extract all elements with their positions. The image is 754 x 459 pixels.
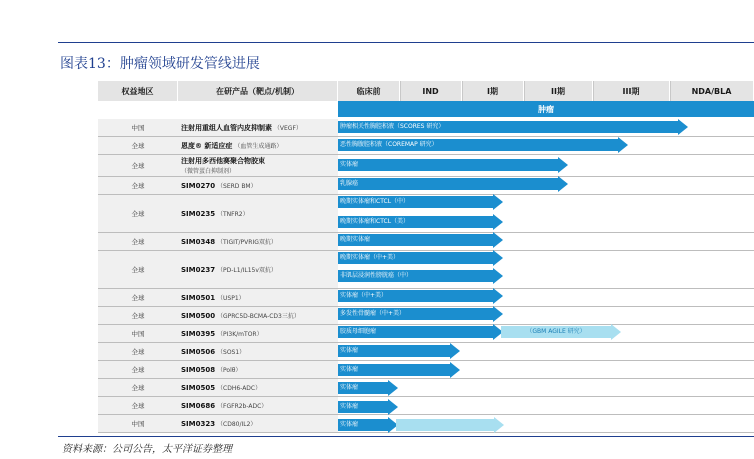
row-product xyxy=(178,233,338,250)
pipeline-row xyxy=(98,137,338,154)
product-line xyxy=(181,237,338,246)
arrow-head xyxy=(611,324,621,340)
product-line xyxy=(181,123,338,133)
arrow-head xyxy=(388,399,398,415)
header-preclinical: 临床前 xyxy=(338,81,399,101)
row-region: 全球 xyxy=(131,266,145,274)
arrow-head xyxy=(450,343,460,359)
arrow-label: 实体瘤 xyxy=(340,403,359,410)
row-region: 中国 xyxy=(131,330,145,338)
row-product xyxy=(178,195,338,232)
column-divider xyxy=(524,81,525,101)
row-region: 全球 xyxy=(131,348,145,356)
pipeline-row xyxy=(98,415,338,432)
stage-arrow xyxy=(338,326,503,338)
product-name-text: SIM0235 xyxy=(181,210,216,218)
arrow-label: 实体瘤 xyxy=(340,161,359,168)
arrow-label: 实体瘤 xyxy=(340,366,359,373)
row-product xyxy=(178,307,338,324)
figure-title: 图表13：肿瘤领域研发管线进展 xyxy=(60,56,260,72)
stage-arrow xyxy=(338,252,503,264)
arrow-body xyxy=(338,159,558,171)
row-region: 全球 xyxy=(131,142,145,150)
header-product: 在研产品（靶点/机制） xyxy=(178,81,337,101)
row-region: 中国 xyxy=(131,420,145,428)
stage-arrow xyxy=(338,234,503,246)
column-divider xyxy=(593,81,594,101)
row-product xyxy=(178,155,338,176)
arrow-label: 晚期实体瘤和CTCL（中） xyxy=(340,198,410,205)
product-target: （PI3K/mTOR） xyxy=(215,331,263,338)
pipeline-row xyxy=(98,379,338,396)
arrow-head xyxy=(558,157,568,173)
pipeline-row xyxy=(98,155,338,176)
arrow-head xyxy=(450,362,460,378)
product-target: （SERD BM） xyxy=(215,183,257,190)
oncology-band: 肿瘤 xyxy=(338,101,754,117)
product-target: （FGFR2b-ADC） xyxy=(215,403,268,410)
stage-arrow xyxy=(338,196,503,208)
product-name-text: SIM0506 xyxy=(181,348,216,356)
pipeline-row xyxy=(98,307,338,324)
product-name-text: SIM0501 xyxy=(181,294,216,302)
product-target: （CD80/IL2） xyxy=(215,421,257,428)
row-product xyxy=(178,361,338,378)
stage-arrow xyxy=(338,364,460,376)
pipeline-row xyxy=(98,195,338,232)
arrow-label: 晚期实体瘤 xyxy=(340,236,371,243)
row-region: 全球 xyxy=(131,210,145,218)
arrow-head xyxy=(388,380,398,396)
pipeline-row xyxy=(98,397,338,414)
row-product xyxy=(178,177,338,194)
stage-arrow xyxy=(338,270,503,282)
product-name-text: SIM0500 xyxy=(181,312,216,320)
product-target: （VEGF） xyxy=(272,124,302,132)
header-region: 权益地区 xyxy=(98,81,177,101)
product-target: （TNFR2） xyxy=(215,211,249,218)
row-product xyxy=(178,251,338,288)
arrow-label: 晚期实体瘤（中+美） xyxy=(340,254,400,261)
arrow-label: 肿瘤相关性胸腔积液（SCORES 研究） xyxy=(340,123,445,130)
arrow-head xyxy=(618,137,628,153)
top-rule xyxy=(58,42,754,43)
header-phase1: I期 xyxy=(462,81,523,101)
source-note: 资料来源：公司公告，太平洋证券整理 xyxy=(62,444,232,455)
arrow-head xyxy=(494,417,504,433)
product-target: （CDH6-ADC） xyxy=(215,385,262,392)
row-product xyxy=(178,325,338,342)
row-region: 全球 xyxy=(131,294,145,302)
arrow-label: 晚期实体瘤和CTCL（美） xyxy=(340,218,410,225)
product-line xyxy=(181,209,338,218)
product-line xyxy=(181,401,338,410)
stage-arrow xyxy=(338,345,460,357)
pipeline-row xyxy=(98,233,338,250)
product-name-text: SIM0505 xyxy=(181,384,216,392)
pipeline-row xyxy=(98,289,338,306)
row-product xyxy=(178,119,338,136)
arrow-label: 实体瘤 xyxy=(340,384,359,391)
stage-arrow xyxy=(338,121,688,133)
product-target: （GPRC5D-BCMA-CD3三抗） xyxy=(215,313,300,320)
product-name-text: SIM0508 xyxy=(181,366,216,374)
product-line xyxy=(181,347,338,356)
product-target: （PD-L1/IL15v双抗） xyxy=(215,267,277,274)
arrow-label: （GBM AGILE 研究） xyxy=(526,328,586,335)
product-target: （血管生成通路） xyxy=(232,142,283,150)
product-name-text: SIM0270 xyxy=(181,182,216,190)
product-name-text: 注射用多西他赛聚合物胶束 xyxy=(181,157,265,165)
product-name-text: SIM0237 xyxy=(181,266,216,274)
product-name-text: SIM0348 xyxy=(181,238,216,246)
stage-arrow xyxy=(338,419,398,431)
product-line xyxy=(181,265,338,274)
arrow-label: 恶性胸腹腔积液（COREMAP 研究） xyxy=(340,141,438,148)
product-line xyxy=(181,293,338,302)
product-name-text: SIM0686 xyxy=(181,402,216,410)
stage-arrow xyxy=(338,382,398,394)
row-product xyxy=(178,397,338,414)
column-divider xyxy=(670,81,671,101)
arrow-label: 乳腺癌 xyxy=(340,180,359,187)
stage-arrow xyxy=(338,216,503,228)
product-name-text: 注射用重组人血管内皮抑制素 xyxy=(181,123,272,132)
pipeline-row xyxy=(98,343,338,360)
product-line xyxy=(181,365,338,374)
column-divider xyxy=(462,81,463,101)
pipeline-row xyxy=(98,119,338,136)
arrow-head xyxy=(678,119,688,135)
product-line xyxy=(181,419,338,428)
arrow-head xyxy=(493,250,503,266)
row-region: 中国 xyxy=(131,124,145,132)
stage-arrow xyxy=(338,178,568,190)
header-ind: IND xyxy=(400,81,461,101)
product-line xyxy=(181,141,338,151)
row-region: 全球 xyxy=(131,384,145,392)
arrow-head xyxy=(493,306,503,322)
bottom-rule xyxy=(58,436,754,437)
column-divider xyxy=(400,81,401,101)
row-product xyxy=(178,415,338,432)
stage-arrow xyxy=(338,139,628,151)
pipeline-row xyxy=(98,361,338,378)
arrow-label: 胶质母细胞瘤 xyxy=(340,328,377,335)
arrow-body xyxy=(338,178,558,190)
product-name-text: SIM0395 xyxy=(181,330,216,338)
row-region: 全球 xyxy=(131,402,145,410)
product-name-text: SIM0323 xyxy=(181,420,216,428)
pipeline-row xyxy=(98,177,338,194)
product-line xyxy=(181,311,338,320)
arrow-head xyxy=(493,268,503,284)
stage-arrow xyxy=(338,401,398,413)
pipeline-row xyxy=(98,251,338,288)
product-name-text: 恩度® 新适应症 xyxy=(181,141,233,150)
stage-arrow xyxy=(338,308,503,320)
arrow-label: 多发性骨髓瘤（中+美） xyxy=(340,310,406,317)
row-product xyxy=(178,379,338,396)
arrow-head xyxy=(493,214,503,230)
row-region: 全球 xyxy=(131,366,145,374)
stage-arrow xyxy=(338,159,568,171)
header-phase2: II期 xyxy=(524,81,592,101)
row-region: 全球 xyxy=(131,312,145,320)
product-target: （TIGIT/PVRIG双抗） xyxy=(215,239,277,246)
arrow-label: 非肌层浸润性膀胱癌（中） xyxy=(340,272,413,279)
row-product xyxy=(178,137,338,154)
arrow-head xyxy=(493,194,503,210)
header-nda-bla: NDA/BLA xyxy=(670,81,753,101)
product-target: （USP1） xyxy=(215,295,245,302)
row-product xyxy=(178,343,338,360)
arrow-head xyxy=(493,288,503,304)
product-target: （Polθ） xyxy=(215,367,242,374)
product-name xyxy=(181,156,338,166)
stage-arrow-planned xyxy=(501,326,621,338)
arrow-head xyxy=(558,176,568,192)
row-region: 全球 xyxy=(131,162,145,170)
row-region: 全球 xyxy=(131,238,145,246)
row-product xyxy=(178,289,338,306)
product-line xyxy=(181,383,338,392)
arrow-label: 实体瘤（中+美） xyxy=(340,292,388,299)
arrow-label xyxy=(396,419,494,431)
row-divider xyxy=(98,432,754,433)
stage-arrow xyxy=(338,290,503,302)
stage-arrow-planned xyxy=(396,419,504,431)
product-line xyxy=(181,329,338,338)
row-region: 全球 xyxy=(131,182,145,190)
arrow-label: 实体瘤 xyxy=(340,421,359,428)
arrow-head xyxy=(493,232,503,248)
product-target: （微管蛋白抑制剂） xyxy=(181,168,236,175)
arrow-label: 实体瘤 xyxy=(340,347,359,354)
product-target: （SOS1） xyxy=(215,349,246,356)
product-line xyxy=(181,181,338,190)
pipeline-row xyxy=(98,325,338,342)
header-phase3: III期 xyxy=(593,81,669,101)
